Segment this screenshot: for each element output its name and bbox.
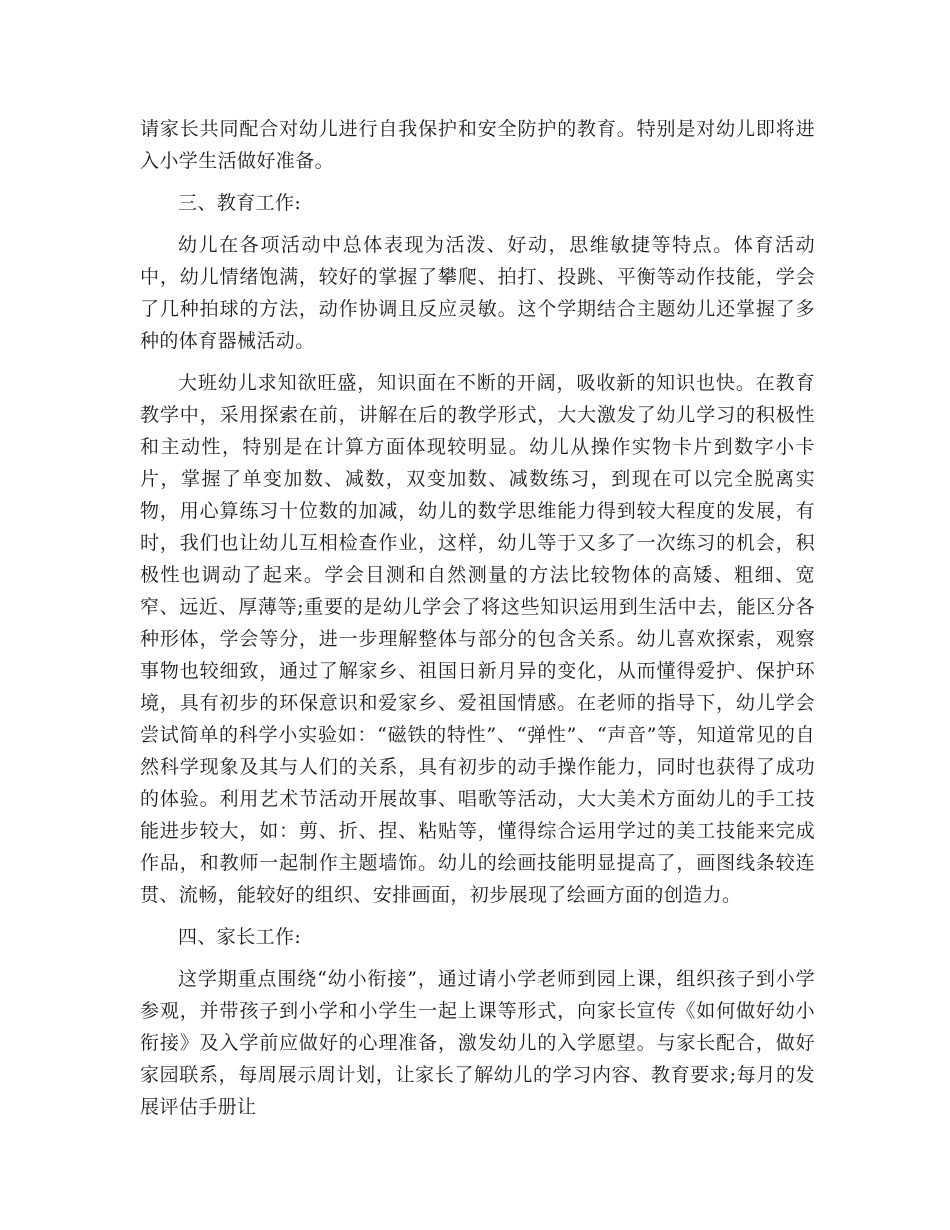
- section-heading-education: 三、教育工作:: [178, 192, 302, 214]
- document-body: [140, 113, 815, 1123]
- paragraph-parents-work: 这学期重点围绕“幼小衔接”，通过请小学老师到园上课，组织孩子到小学参观，并带孩子到小学和小学生一起上课等形式，向家长宣传《如何做好幼小衔接》及入学前应做好的心理准备，激发幼儿的入学愿望。与家长配合，做好家园联系，每周展示周计划，让家长了解幼儿的学习内容、教育要求;每月的发展评估手册让: [140, 968, 815, 1118]
- section-heading-parents: 四、家长工作:: [178, 926, 302, 948]
- paragraph-learning: 大班幼儿求知欲旺盛，知识面在不断的开阔，吸收新的知识也快。在教育教学中，采用探索在前，讲解在后的教学形式，大大激发了幼儿学习的积极性和主动性，特别是在计算方面体现较明显。幼儿从操作实物卡片到数字小卡片，掌握了单变加数、减数，双变加数、减数练习，到现在可以完全脱离实物，用心算练习十位数的加减，幼儿的数学思维能力得到较大程度的发展，有时，我们也让幼儿互相检查作业，这样，幼儿等于又多了一次练习的机会，积极性也调动了起来。学会目测和自然测量的方法比较物体的高矮、粗细、宽窄、远近、厚薄等;重要的是幼儿学会了将这些知识运用到生活中去，能区分各种形体，学会等分，进一步理解整体与部分的包含关系。幼儿喜欢探索，观察事物也较细致，通过了解家乡、祖国日新月异的变化，从而懂得爱护、保护环境，具有初步的环保意识和爱家乡、爱祖国情感。在老师的指导下，幼儿学会尝试简单的科学小实验如：“磁铁的特性”、“弹性”、“声音”等，知道常见的自然科学现象及其与人们的关系，具有初步的动手操作能力，同时也获得了成功的体验。利用艺术节活动开展故事、唱歌等活动，大大美术方面幼儿的手工技能进步较大，如：剪、折、捏、粘贴等，懂得综合运用学过的美工技能来完成作品，和教师一起制作主题墙饰。幼儿的绘画技能明显提高了，画图线条较连贯、流畅，能较好的组织、安排画面，初步展现了绘画方面的创造力。: [140, 372, 815, 906]
- paragraph-physical-activity: 幼儿在各项活动中总体表现为活泼、好动，思维敏捷等特点。体育活动中，幼儿情绪饱满，较好的掌握了攀爬、拍打、投跳、平衡等动作技能，学会了几种拍球的方法，动作协调且反应灵敏。这个学期结合主题幼儿还掌握了多种的体育器械活动。: [140, 234, 815, 352]
- paragraph-continuation: 请家长共同配合对幼儿进行自我保护和安全防护的教育。特别是对幼儿即将进入小学生活做好准备。: [140, 118, 815, 172]
